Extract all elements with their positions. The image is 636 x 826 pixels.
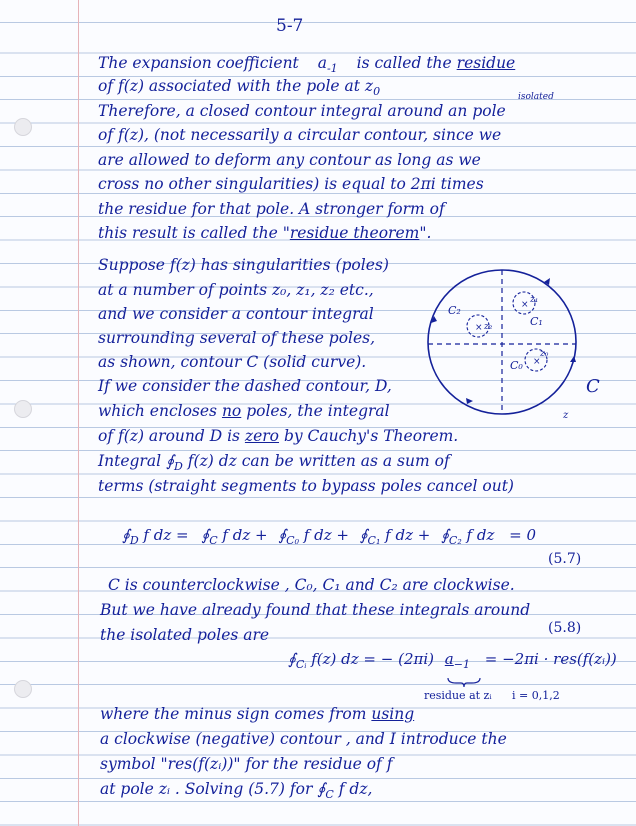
eq58-a: a [444, 650, 454, 668]
eq57-rhs: = 0 [509, 526, 537, 544]
margin-line [78, 0, 79, 826]
p2-line7-a: which encloses [98, 402, 218, 420]
eq57-t2-sub: C₀ [286, 534, 299, 547]
p2-line8 [98, 429, 458, 445]
label-z2: z₂ [484, 322, 493, 332]
residue-note: residue at zᵢ [424, 689, 492, 702]
p2-line9-b: f(z) dz can be written as a sum of [182, 452, 450, 470]
p2-line8-c: by Cauchy's Theorem. [283, 427, 459, 445]
p3-line3: the isolated poles are [100, 626, 270, 644]
label-plane-z: z [563, 410, 569, 421]
eq58-int: ∮ [288, 650, 296, 668]
contour-c-arrow-bottom [466, 398, 473, 404]
eq57-t1-int: ∮ [201, 526, 210, 544]
label-contour-c: C [586, 376, 600, 397]
p1-line8-c: ". [419, 224, 432, 242]
symbol-a-sub: -1 [326, 62, 338, 76]
pole-z2-mark: × [475, 323, 483, 333]
p1-line4: of f(z), (not necessarily a circular contour, since we [98, 126, 502, 144]
term-residue-theorem: residue theorem [289, 224, 420, 242]
p1-line2-text: of f(z) associated with the pole at z [98, 77, 374, 95]
p4-line4-sub: C [325, 788, 334, 802]
eq57-t3-rest: f dz + [380, 526, 431, 544]
term-residue: residue [456, 54, 516, 72]
symbol-a: a [317, 54, 327, 72]
eq58-rhs: = −2πi · res(f(zᵢ)) [484, 650, 617, 668]
punch-hole-bottom [14, 680, 32, 698]
contour-diagram [414, 256, 610, 424]
p2-line9-a: Integral ∮ [98, 452, 175, 470]
p3-line1: C is counterclockwise , C₀, C₁ and C₂ are clockwise. [108, 576, 515, 594]
punch-hole-middle [14, 400, 32, 418]
p4-line3: symbol "res(f(zᵢ))" for the residue of f [100, 755, 393, 773]
p1-line1-text2: is called the [356, 54, 452, 72]
term-no: no [221, 402, 242, 420]
eq58-middle: f(z) dz = − (2πi) [306, 650, 435, 668]
p2-line7 [98, 404, 390, 420]
equation-5-8-tag: (5.8) [548, 620, 582, 636]
eq57-t2-int: ∮ [278, 526, 287, 544]
p1-line7: the residue for that pole. A stronger form of [98, 200, 445, 218]
p2-line9 [98, 454, 450, 472]
eq57-t1-rest: f dz + [217, 526, 268, 544]
p3-line2: But we have already found that these integrals around [100, 601, 531, 619]
p1-line2-sub: 0 [373, 85, 381, 99]
label-z1: z₁ [530, 295, 539, 305]
p2-line1: Suppose f(z) has singularities (poles) [98, 256, 389, 274]
pole-z1-mark: × [521, 300, 529, 310]
p2-line2: at a number of points z₀, z₁, z₂ etc., [98, 281, 374, 299]
p1-line6: cross no other singularities) is equal to 2πi times [98, 175, 484, 193]
label-c2: C₂ [448, 304, 461, 317]
insert-isolated: isolated [518, 92, 554, 102]
eq58-int-sub: Cᵢ [295, 658, 307, 671]
p2-line9-sub: D [174, 460, 183, 474]
p4-line2: a clockwise (negative) contour , and I introduce the [100, 730, 507, 748]
equation-5-7-tag: (5.7) [548, 551, 582, 567]
p2-line6: If we consider the dashed contour, D, [98, 377, 392, 395]
term-using: using [371, 705, 415, 723]
p1-line3: Therefore, a closed contour integral around an pole [98, 102, 506, 120]
label-c1: C₁ [530, 315, 543, 328]
p4-line1-a: where the minus sign comes from [100, 705, 367, 723]
punch-hole-top [14, 118, 32, 136]
p2-line5: as shown, contour C (solid curve). [98, 353, 367, 371]
p1-line2 [98, 79, 380, 97]
p4-line4-b: f dz, [333, 780, 373, 798]
eq57-t3-int: ∮ [359, 526, 368, 544]
residue-brace [446, 676, 482, 688]
eq58-a-sub: −1 [453, 658, 470, 671]
p2-line8-a: of f(z) around D is [98, 427, 240, 445]
eq57-t4-int: ∮ [441, 526, 449, 544]
eq57-t3-sub: C₁ [367, 534, 381, 547]
p2-line10: terms (straight segments to bypass poles cancel out) [98, 477, 514, 495]
p1-line5: are allowed to deform any contour as long as we [98, 151, 481, 169]
p1-line8 [98, 226, 431, 242]
eq57-t2-rest: f dz + [299, 526, 349, 544]
eq57-t4-rest: f dz [461, 526, 495, 544]
term-zero: zero [244, 427, 280, 445]
p4-line1 [100, 707, 414, 723]
pole-z0-mark: × [533, 357, 541, 367]
p1-line1 [98, 56, 515, 74]
p4-line4 [100, 782, 372, 800]
p1-line1-text: The expansion coefficient [98, 54, 299, 72]
equation-5-8 [288, 652, 617, 670]
p2-line7-c: poles, the integral [246, 402, 390, 420]
eq57-lhs-int: ∮ [122, 526, 130, 544]
equation-5-7 [122, 528, 536, 546]
label-c0: C₀ [510, 359, 523, 372]
eq57-lhs-sub: D [129, 534, 139, 547]
p1-line8-a: this result is called the " [98, 224, 290, 242]
eq57-t4-sub: C₂ [448, 534, 462, 547]
eq57-t1-sub: C [209, 534, 218, 547]
page-number: 5-7 [276, 16, 304, 36]
label-z0: z₀ [540, 349, 549, 359]
p2-line3: and we consider a contour integral [98, 305, 374, 323]
p2-line4: surrounding several of these poles, [98, 329, 376, 347]
index-note: i = 0,1,2 [512, 689, 560, 702]
p4-line4-a: at pole zᵢ . Solving (5.7) for ∮ [100, 780, 326, 798]
eq57-lhs-rest: f dz = [138, 526, 189, 544]
